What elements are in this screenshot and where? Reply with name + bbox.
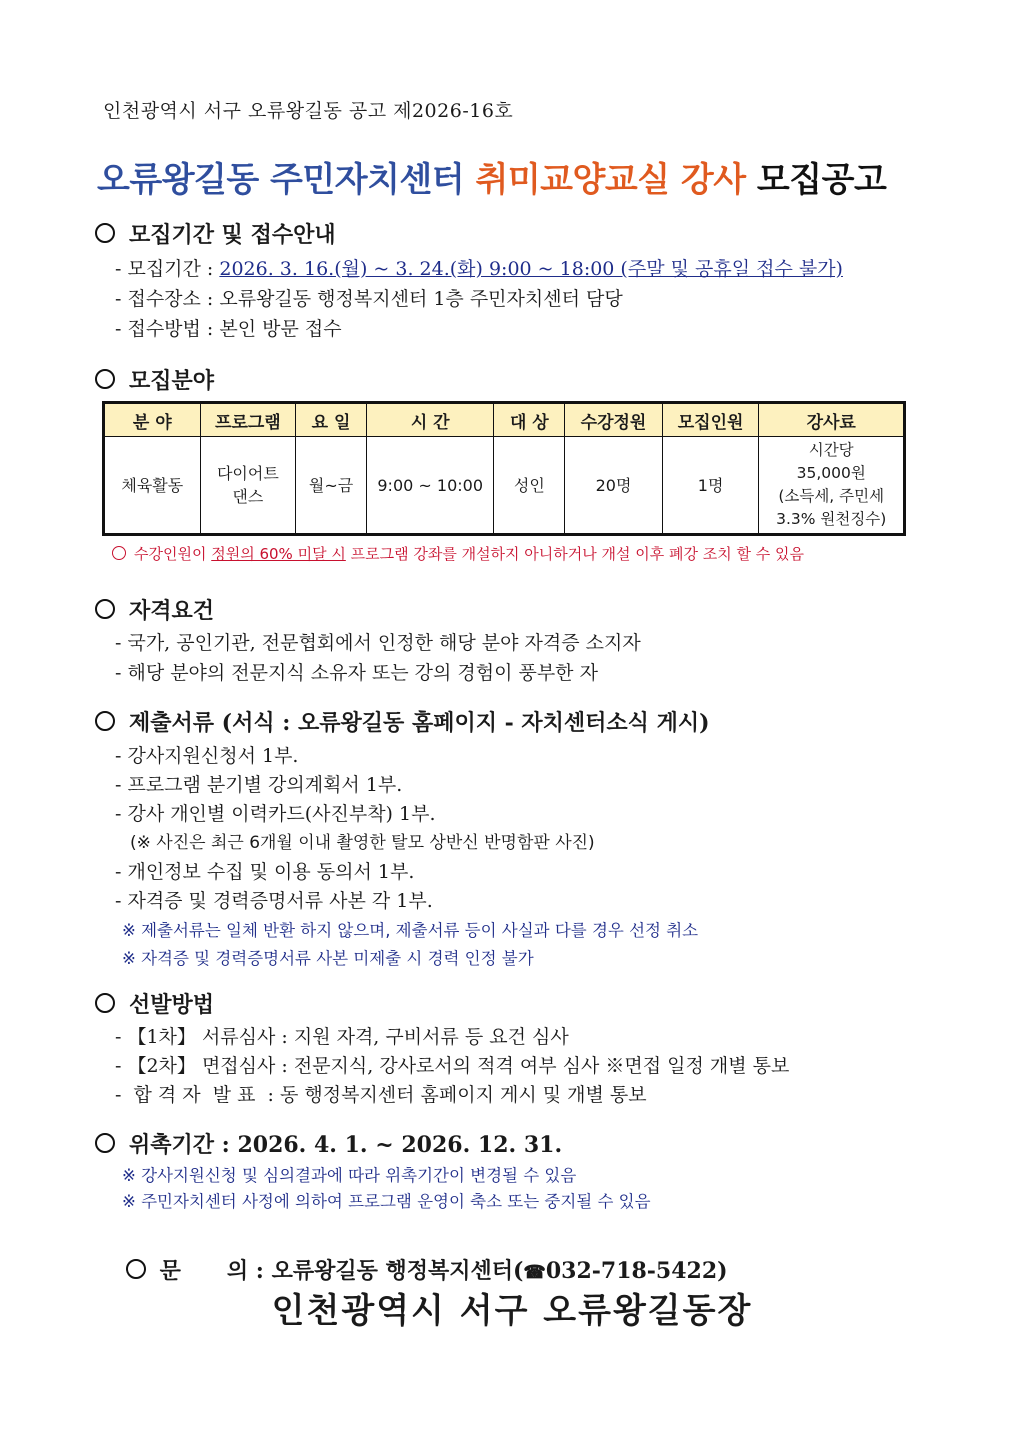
period-line-place: - 접수장소 : 오류왕길동 행정복지센터 1층 주민자치센터 담당 xyxy=(115,288,623,310)
cell-days: 월~금 xyxy=(296,437,367,535)
table-row xyxy=(104,437,905,535)
header-program: 프로그램 xyxy=(200,403,296,437)
notice-number: 인천광역시 서구 오류왕길동 공고 제2026-16호 xyxy=(103,100,514,122)
term-note: ※ 강사지원신청 및 심의결과에 따라 위촉기간이 변경될 수 있음 xyxy=(122,1166,577,1185)
section-heading-inquiry: 문 의 : 오류왕길동 행정복지센터(☎032-718-5422) xyxy=(95,1228,728,1311)
cell-time: 9:00 ~ 10:00 xyxy=(366,437,494,535)
term-note: ※ 주민자치센터 사정에 의하여 프로그램 운영이 축소 또는 중지될 수 있음 xyxy=(122,1192,651,1211)
header-field: 분 야 xyxy=(104,403,201,437)
header-fee: 강사료 xyxy=(759,403,905,437)
issuer-signature: 인천광역시 서구 오류왕길동장 xyxy=(271,1291,753,1331)
program-table xyxy=(102,401,906,536)
header-time: 시 간 xyxy=(366,403,494,437)
selection-line: - 【1차】 서류심사 : 지원 자격, 구비서류 등 요건 심사 xyxy=(115,1026,569,1048)
selection-line: - 합 격 자 발 표 : 동 행정복지센터 홈페이지 게시 및 개별 통보 xyxy=(115,1084,647,1106)
bullet-circle-icon xyxy=(95,223,115,243)
header-target: 대 상 xyxy=(494,403,565,437)
period-dates-value: 2026. 3. 16.(월) ~ 3. 24.(화) 9:00 ~ 18:00 (주말 및 공휴일 접수 불가) xyxy=(219,258,843,280)
selection-line: - 【2차】 면접심사 : 전문지식, 강사로서의 적격 여부 심사 ※면접 일정 개별 통보 xyxy=(115,1055,790,1077)
cell-field: 체육활동 xyxy=(104,437,201,535)
section-heading-period: 모집기간 및 접수안내 xyxy=(95,218,336,249)
document-line: - 프로그램 분기별 강의계획서 1부. xyxy=(115,774,403,796)
phone-icon: ☎ xyxy=(523,1262,546,1283)
title-part-class: 취미교양교실 강사 xyxy=(475,160,746,200)
bullet-circle-icon xyxy=(95,369,115,389)
warning-circle-icon xyxy=(112,546,126,560)
section-heading-fields: 모집분야 xyxy=(95,364,214,395)
cell-program: 다이어트 댄스 xyxy=(200,437,296,535)
period-line-dates: - 모집기간 : 2026. 3. 16.(월) ~ 3. 24.(화) 9:00 ~ 18:00 (주말 및 공휴일 접수 불가) xyxy=(115,258,843,280)
period-line-method: - 접수방법 : 본인 방문 접수 xyxy=(115,318,342,340)
bullet-circle-icon xyxy=(95,711,115,731)
document-line: - 자격증 및 경력증명서류 사본 각 1부. xyxy=(115,890,433,912)
page-title xyxy=(97,152,886,201)
bullet-circle-icon xyxy=(95,1133,115,1153)
bullet-circle-icon xyxy=(126,1259,146,1279)
bullet-circle-icon xyxy=(95,993,115,1013)
title-part-center: 오류왕길동 주민자치센터 xyxy=(97,160,465,200)
title-part-recruit: 모집공고 xyxy=(756,160,887,200)
table-header-row xyxy=(104,403,905,437)
qualification-line: - 해당 분야의 전문지식 소유자 또는 강의 경험이 풍부한 자 xyxy=(115,662,598,684)
document-line: - 강사지원신청서 1부. xyxy=(115,745,299,767)
qualification-line: - 국가, 공인기관, 전문협회에서 인정한 해당 분야 자격증 소지자 xyxy=(115,632,641,654)
document-note: ※ 자격증 및 경력증명서류 사본 미제출 시 경력 인정 불가 xyxy=(122,949,534,968)
document-line: - 강사 개인별 이력카드(사진부착) 1부. xyxy=(115,803,436,825)
cell-target: 성인 xyxy=(494,437,565,535)
cell-capacity: 20명 xyxy=(565,437,663,535)
header-recruits: 모집인원 xyxy=(662,403,759,437)
document-photo-note: (※ 사진은 최근 6개월 이내 촬영한 탈모 상반신 반명함판 사진) xyxy=(130,833,595,853)
warning-note: 수강인원이 정원의 60% 미달 시 프로그램 강좌를 개설하지 아니하거나 개설 이후 폐강 조치 할 수 있음 xyxy=(112,543,804,564)
section-heading-term: 위촉기간 : 2026. 4. 1. ~ 2026. 12. 31. xyxy=(95,1128,562,1159)
document-line: - 개인정보 수집 및 이용 동의서 1부. xyxy=(115,861,415,883)
header-days: 요 일 xyxy=(296,403,367,437)
cell-recruits: 1명 xyxy=(662,437,759,535)
bullet-circle-icon xyxy=(95,599,115,619)
cell-fee: 시간당 35,000원 (소득세, 주민세 3.3% 원천징수) xyxy=(759,437,905,535)
section-heading-qualification: 자격요건 xyxy=(95,594,214,625)
section-heading-selection: 선발방법 xyxy=(95,988,214,1019)
section-heading-documents: 제출서류 (서식 : 오류왕길동 홈페이지 - 자치센터소식 게시) xyxy=(95,706,709,737)
header-capacity: 수강정원 xyxy=(565,403,663,437)
document-note: ※ 제출서류는 일체 반환 하지 않으며, 제출서류 등이 사실과 다를 경우 선정 취소 xyxy=(122,921,699,940)
